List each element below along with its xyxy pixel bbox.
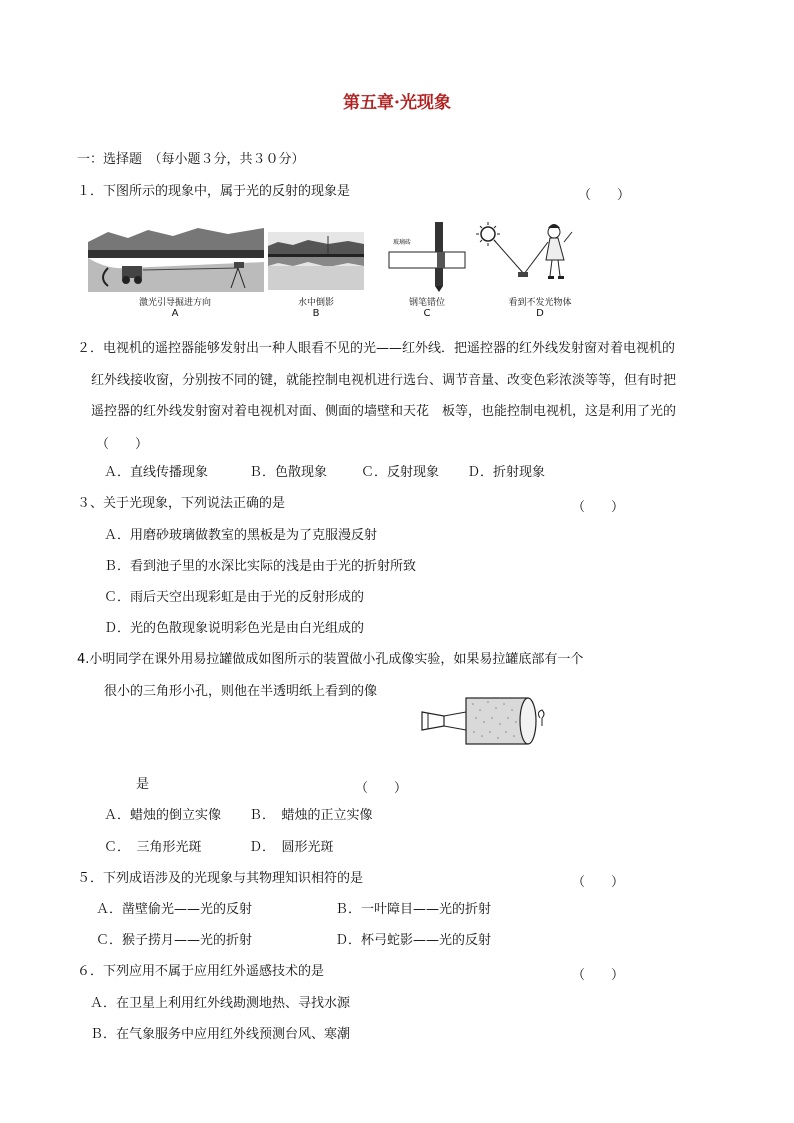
q4-option-c: Ｃ． 三角形光斑 [104,840,202,855]
figure-a-laser [88,222,264,292]
q2-option-b: Ｂ．色散现象 [249,465,328,480]
figure-d-sun-girl [472,220,582,292]
figure-b-reflection [268,232,364,290]
q3-answer-bracket: （ ） [572,500,625,515]
q2-line-1: ２．电视机的遥控器能够发射出一种人眼看不见的光——红外线．把遥控器的红外线发射窗对着电视机的 [77,341,676,356]
q2-line-2: 红外线接收窗，分别按不同的键，就能控制电视机进行选台、调节音量、改变色彩浓淡等等，但有时把 [91,373,677,388]
q3-option-a: Ａ．用磨砂玻璃做教室的黑板是为了克服漫反射 [104,528,378,543]
q1-stem: １．下图所示的现象中，属于光的反射的现象是 [77,184,351,199]
q2-option-c: Ｃ．反射现象 [361,465,440,480]
figure-c-caption: 钢笔错位 [408,298,445,308]
q3-option-d: Ｄ．光的色散现象说明彩色光是由白光组成的 [104,621,365,636]
q6-answer-bracket: （ ） [572,968,625,983]
q6-stem: ６．下列应用不属于应用红外遥感技术的是 [77,964,325,979]
q4-option-b: Ｂ． 蜡烛的正立实像 [249,808,373,823]
page-title: 第五章·光现象 [343,93,451,113]
q2-answer-bracket: （ ） [96,437,149,452]
figure-a-letter: A [171,308,179,319]
q4-line-2: 很小的三角形小孔，则他在半透明纸上看到的像 [104,684,378,699]
q4-option-a: Ａ．蜡烛的倒立实像 [104,808,222,823]
q2-line-3: 遥控器的红外线发射窗对着电视机对面、侧面的墙壁和天花 板等，也能控制电视机，这是利用了光的 [91,404,677,419]
q5-stem: ５．下列成语涉及的光现象与其物理知识相符的是 [77,871,364,886]
q5-option-b: Ｂ．一叶障目——光的折射 [335,902,492,917]
q2-option-d: Ｄ．折射现象 [467,465,546,480]
can-pinhole-figure [418,692,548,752]
figure-b-letter: B [312,308,320,319]
svg-text:玻璃砖: 玻璃砖 [393,239,412,246]
figure-c-letter: C [423,308,431,319]
section-heading: 一：选择题 （每小题３分，共３０分） [77,152,305,167]
q5-option-a: Ａ．凿壁偷光——光的反射 [96,902,253,917]
q3-stem: ３、关于光现象，下列说法正确的是 [77,496,286,511]
q3-option-c: Ｃ．雨后天空出现彩虹是由于光的反射形成的 [104,590,365,605]
q6-option-b: Ｂ．在气象服务中应用红外线预测台风、寒潮 [90,1027,351,1042]
q4-line-1: 4.小明同学在课外用易拉罐做成如图所示的装置做小孔成像实验，如果易拉罐底部有一个 [77,652,584,667]
q4-answer-bracket: （ ） [355,781,408,796]
figure-d-caption: 看到不发光物体 [508,298,572,308]
q5-answer-bracket: （ ） [572,875,625,890]
figure-b-caption: 水中倒影 [297,298,334,308]
q6-option-a: Ａ．在卫星上利用红外线勘测地热、寻找水源 [90,996,351,1011]
q4-option-d: Ｄ． 圆形光斑 [249,840,334,855]
q3-option-b: Ｂ．看到池子里的水深比实际的浅是由于光的折射所致 [104,559,417,574]
q5-option-c: Ｃ．猴子捞月——光的折射 [96,933,253,948]
figure-c-pen [385,222,469,292]
q5-option-d: Ｄ．杯弓蛇影——光的反射 [335,933,492,948]
q2-option-a: Ａ．直线传播现象 [104,465,209,480]
q1-answer-bracket: （ ） [578,188,631,203]
q4-line-3: 是 [136,777,150,792]
figure-a-caption: 激光引导掘进方向 [138,298,211,308]
figure-d-letter: D [536,308,544,319]
